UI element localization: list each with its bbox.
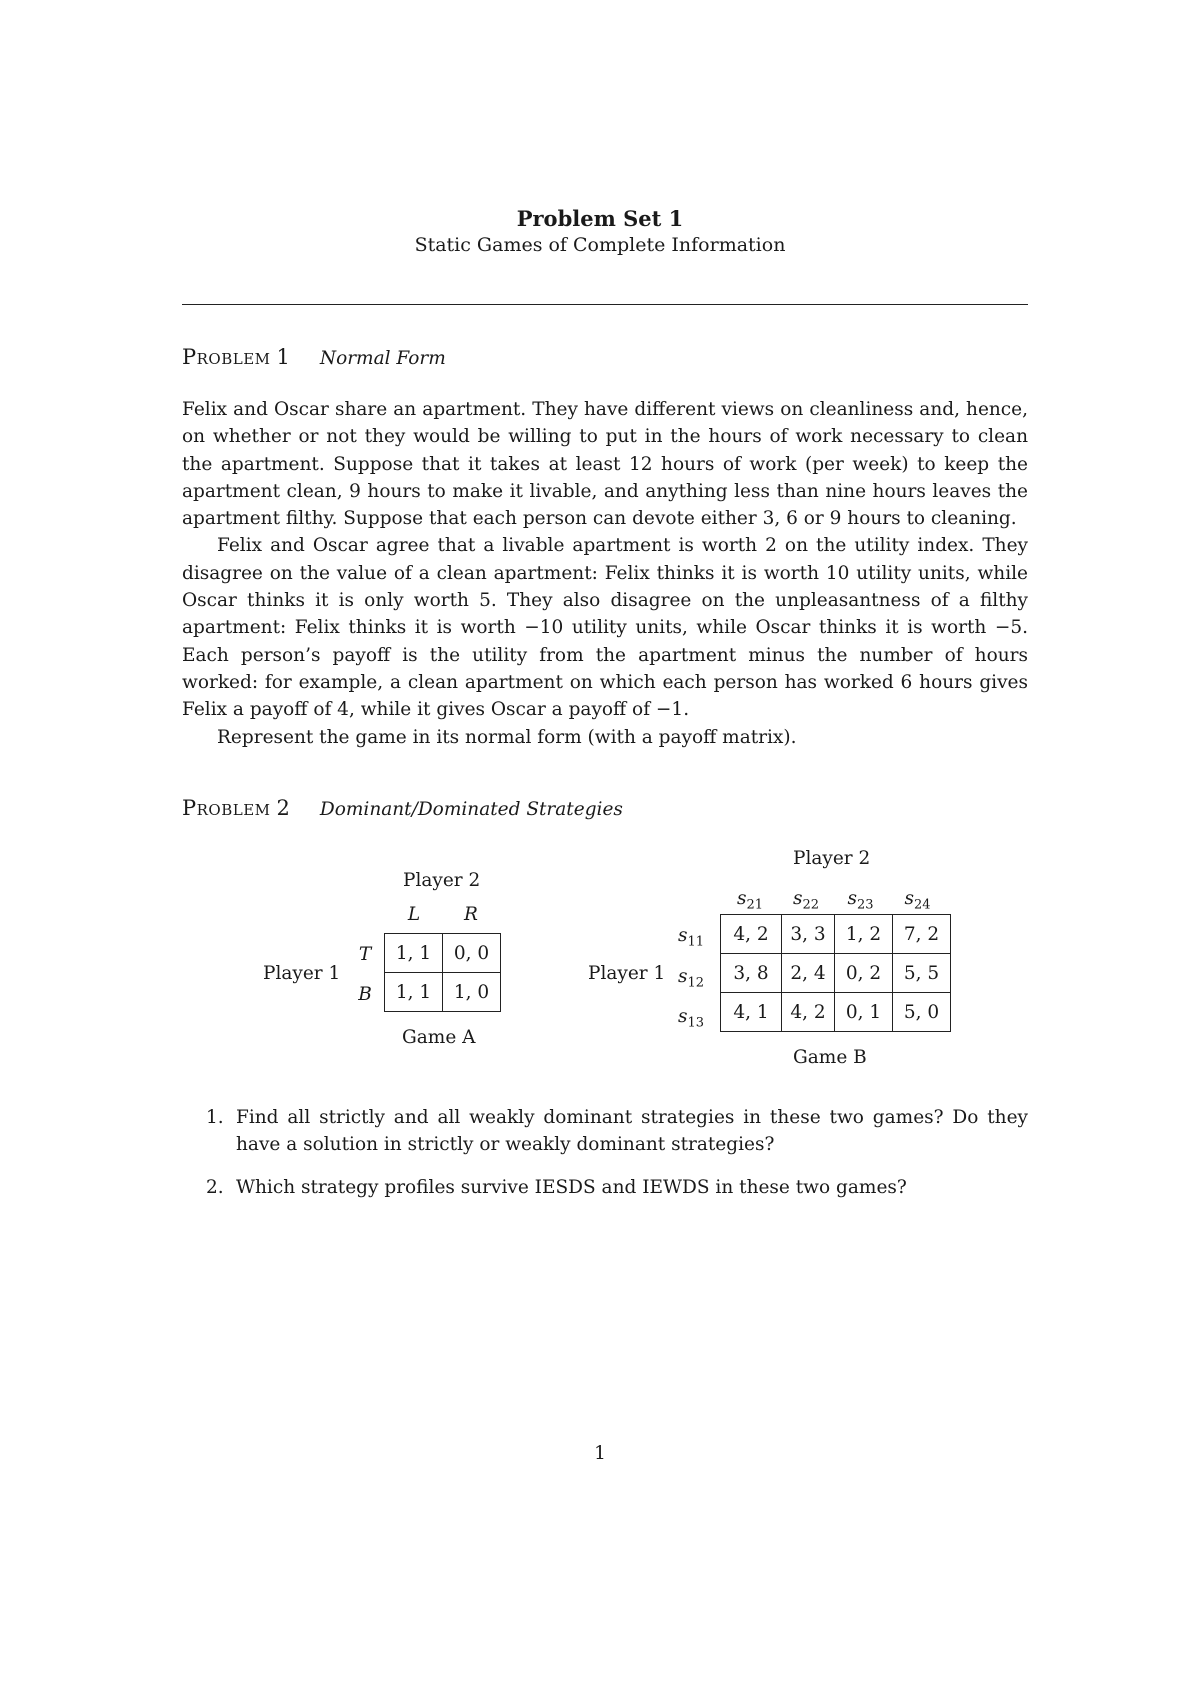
payoff-cell: 5, 0 bbox=[893, 993, 951, 1032]
payoff-cell: 4, 1 bbox=[721, 993, 782, 1032]
problem-2-heading-number: 2 bbox=[276, 796, 290, 820]
game-a-row-label: B bbox=[358, 984, 372, 1005]
problem-1-heading-number: 1 bbox=[276, 345, 290, 369]
game-a-row-label: T bbox=[358, 944, 372, 965]
payoff-cell: 3, 3 bbox=[782, 915, 835, 954]
game-b-row-label: $s_{12}$ bbox=[678, 966, 705, 991]
question-text: Find all strictly and all weakly dominant strategies in these two games? Do they have a solution in strictly or weakly dominant strategies? bbox=[236, 1107, 1028, 1156]
problem-1-heading-name: Problem bbox=[182, 345, 271, 369]
problem-2-heading-name: Problem bbox=[182, 796, 271, 820]
game-b-caption: Game B bbox=[793, 1047, 867, 1068]
game-a-caption: Game A bbox=[402, 1027, 476, 1048]
payoff-cell: 3, 8 bbox=[721, 954, 782, 993]
game-a-col-label: L bbox=[407, 904, 421, 925]
payoff-cell: 1, 1 bbox=[385, 934, 443, 973]
game-b-row-label: $s_{13}$ bbox=[678, 1006, 705, 1031]
game-b-payoff-matrix bbox=[720, 914, 951, 1032]
title-divider bbox=[182, 304, 1028, 305]
question-number: 2. bbox=[206, 1177, 224, 1198]
problem-2-topic: Dominant/Dominated Strategies bbox=[319, 799, 623, 820]
problem-1-heading bbox=[182, 345, 446, 369]
game-a-payoff-matrix bbox=[384, 933, 501, 1012]
game-b-col-label: $s_{24}$ bbox=[904, 888, 931, 913]
game-a-row-player: Player 1 bbox=[263, 963, 341, 984]
payoff-cell: 2, 4 bbox=[782, 954, 835, 993]
payoff-cell: 4, 2 bbox=[782, 993, 835, 1032]
payoff-cell: 1, 1 bbox=[385, 973, 443, 1012]
problem-1-text bbox=[182, 396, 1028, 751]
game-b-column-player: Player 2 bbox=[793, 848, 871, 869]
problem-1-paragraph: Felix and Oscar agree that a livable apartment is worth 2 on the utility index. They disagree on the value of a clean apartment: Felix thinks it is worth 10 utility units, while Oscar thinks it is only worth 5. They also disagree on the unpleasantness of a filthy apartment: Felix thinks it is worth −10 utility units, while Oscar thinks it is worth −5. Each person’s payoff is the utility from the apartment minus the number of hours worked: for example, a clean apartment on which each person has worked 6 hours gives Felix a payoff of 4, while it gives Oscar a payoff of −1. bbox=[182, 535, 1028, 721]
problem-1-paragraph: Felix and Oscar share an apartment. They have different views on cleanliness and, hence, on whether or not they would be willing to put in the hours of work necessary to clean the apartment. Suppose that it takes at least 12 hours of work (per week) to keep the apartment clean, 9 hours to make it livable, and anything less than nine hours leaves the apartment filthy. Suppose that each person can devote either 3, 6 or 9 hours to cleaning. bbox=[182, 399, 1028, 530]
game-b-col-label: $s_{23}$ bbox=[847, 888, 874, 913]
payoff-cell: 0, 2 bbox=[835, 954, 893, 993]
game-a-col-label: R bbox=[464, 904, 478, 925]
game-b-row-label: $s_{11}$ bbox=[678, 925, 705, 950]
payoff-cell: 7, 2 bbox=[893, 915, 951, 954]
payoff-cell: 1, 0 bbox=[443, 973, 501, 1012]
game-b-col-label: $s_{22}$ bbox=[792, 888, 820, 913]
question-number: 1. bbox=[206, 1107, 224, 1128]
payoff-cell: 0, 1 bbox=[835, 993, 893, 1032]
game-b-row-player: Player 1 bbox=[588, 963, 666, 984]
payoff-cell: 0, 0 bbox=[443, 934, 501, 973]
problem-2-heading bbox=[182, 796, 623, 820]
question-text: Which strategy profiles survive IESDS and IEWDS in these two games? bbox=[236, 1177, 907, 1198]
payoff-cell: 4, 2 bbox=[721, 915, 782, 954]
game-b-col-label: $s_{21}$ bbox=[736, 888, 764, 913]
page-subtitle: Static Games of Complete Information bbox=[414, 234, 786, 256]
payoff-cell: 5, 5 bbox=[893, 954, 951, 993]
problem-1-paragraph: Represent the game in its normal form (with a payoff matrix). bbox=[217, 726, 797, 748]
payoff-cell: 1, 2 bbox=[835, 915, 893, 954]
problem-1-topic: Normal Form bbox=[319, 348, 446, 369]
page-title: Problem Set 1 bbox=[516, 206, 684, 231]
page-number: 1 bbox=[594, 1443, 606, 1464]
game-a-column-player: Player 2 bbox=[403, 870, 481, 891]
